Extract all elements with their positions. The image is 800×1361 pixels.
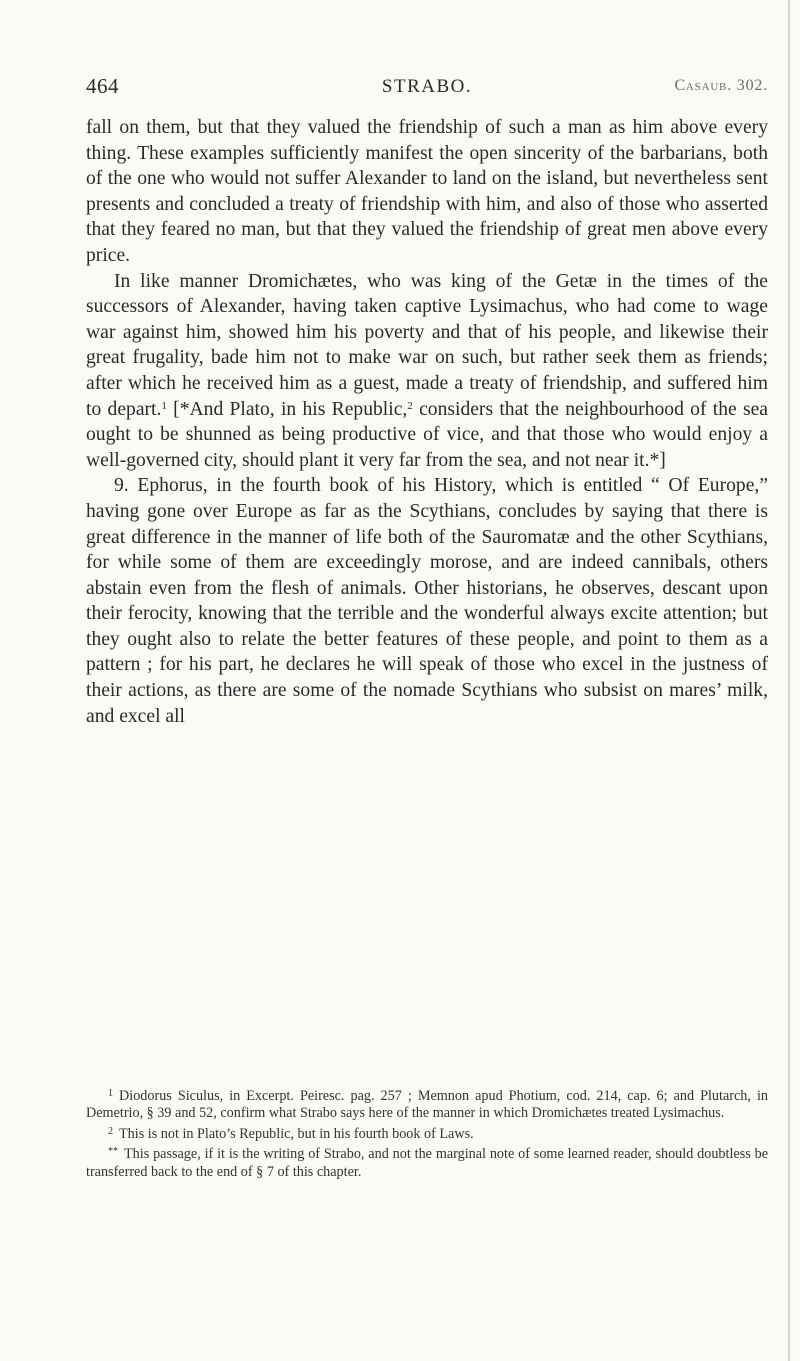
footnote-2 — [86, 1123, 768, 1143]
bracketed-passage-rest: considers that the neighbourhood of the sea ought to be shunned as being productive of vice, and that those who would enjoy a well-governed city, should plant it very far from the sea, and not near it.*] — [86, 398, 769, 471]
paragraph-2-text: In like manner Dromichætes, who was king of the Getæ in the times of the successors of Alexander, having taken captive Lysimachus, who had come to wage war against him, showed him his poverty and that of his people, and likewise their great frugality, bade him not to make war on such, but rather seek them as friends; after which he received him as a guest, made a treaty of friendship, and suffered him to depart. — [86, 270, 768, 420]
page-number: 464 — [86, 74, 119, 98]
casaubon-reference: Casaub. 302. — [674, 77, 768, 94]
footnotes — [86, 1085, 768, 1181]
page-edge — [788, 0, 790, 1361]
footnote-1-text: Diodorus Siculus, in Excerpt. Peiresc. pag. 257 ; Memnon apud Photium, cod. 214, cap. 6; and Plutarch, in Demetrio, § 39 and 52, confirm what Strabo says here of the manner in which Dromichætes treated Lysimachus. — [86, 1088, 768, 1122]
footnote-3-text: This passage, if it is the writing of Strabo, and not the marginal note of some learned reader, should doubtless be transferred back to the end of § 7 of this chapter. — [86, 1146, 768, 1180]
page-header — [86, 74, 768, 104]
footnote-3-mark: ** — [108, 1146, 118, 1158]
footnote-ref-2: 2 — [407, 399, 413, 412]
footnote-ref-1: 1 — [161, 399, 167, 412]
footnote-3 — [86, 1143, 768, 1181]
paragraph-2 — [86, 269, 768, 474]
footnote-1 — [86, 1085, 768, 1123]
paragraph-3: 9. Ephorus, in the fourth book of his History, which is entitled “ Of Europe,” having gone over Europe as far as the Scythians, concludes by saying that there is great difference in the manner of life both of the Sauromatæ and the other Scythians, for while some of them are exceedingly morose, and are indeed cannibals, others abstain even from the flesh of animals. Other historians, he observes, descant upon their ferocity, knowing that the terrible and the wonderful always excite attention; but they ought also to relate the better features of these people, and point to them as a pattern ; for his part, he declares he will speak of those who excel in the justness of their actions, as there are some of the nomade Scythians who subsist on mares’ milk, and excel all — [86, 475, 768, 727]
footnote-2-mark: 2 — [108, 1125, 113, 1137]
running-title: STRABO. — [381, 76, 473, 97]
footnote-1-mark: 1 — [108, 1088, 113, 1099]
footnote-2-text: This is not in Plato’s Republic, but in his fourth book of Laws. — [119, 1125, 474, 1142]
paragraph-1: fall on them, but that they valued the friendship of such a man as him above every thing. These examples sufficiently manifest the open sincerity of the barbarians, both of the one who would not suffer Alexander to land on the island, but nevertheless sent presents and concluded a treaty of friendship with him, and also of those who asserted that they feared no man, but that they valued the friendship of great men above every price. — [86, 117, 768, 266]
bracketed-passage-start: [*And Plato, in his Republic, — [166, 398, 408, 420]
main-text — [86, 115, 768, 729]
